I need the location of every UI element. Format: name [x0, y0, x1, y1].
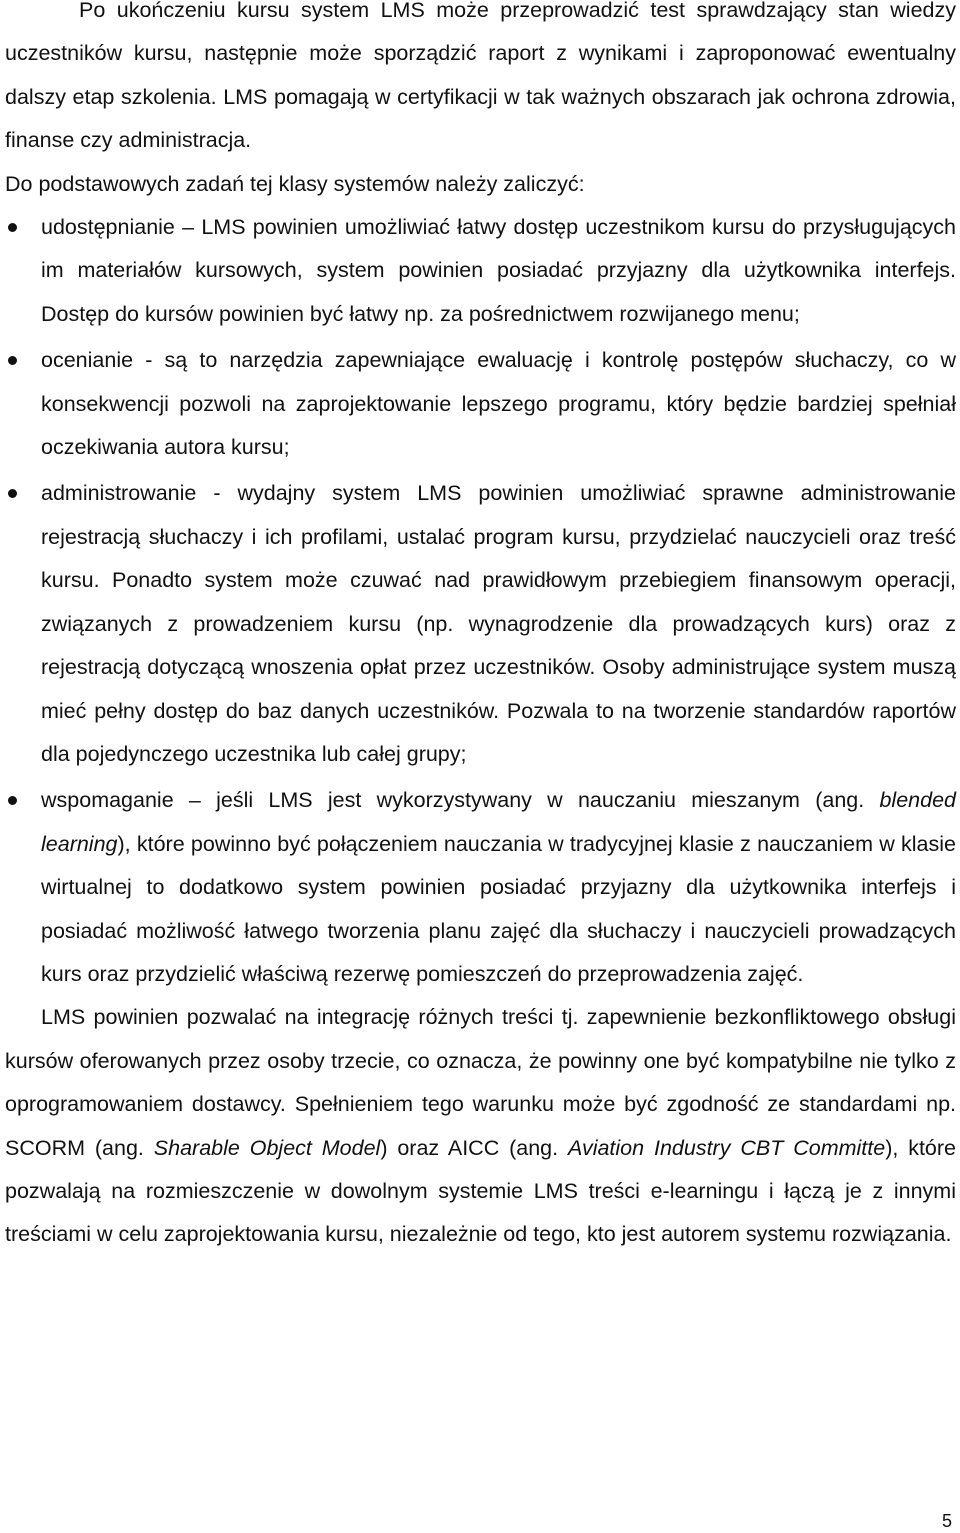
- italic-term: blended learning: [41, 788, 956, 856]
- lead-paragraph: Do podstawowych zadań tej klasy systemów należy zaliczyć:: [5, 171, 585, 196]
- closing-text-2: ) oraz AICC (ang.: [380, 1135, 568, 1160]
- list-item-text-after: ), które powinno być połączeniem nauczania w tradycyjnej klasie z nauczaniem w klasie wirtualnej to dodatkowo system powinien posiadać przyjazny dla użytkownika interfejs i posiadać możliwość łatwego tworzenia planu zajęć dla słuchaczy i nauczycieli prowadzących kurs oraz przydzielić właściwą rezerwę pomieszczeń do przeprowadzenia zajęć.: [41, 831, 956, 986]
- list-item-text-before: wspomaganie – jeśli LMS jest wykorzystywany w nauczaniu mieszanym (ang.: [41, 788, 880, 813]
- task-list: [5, 206, 956, 996]
- italic-term: Sharable Object Model: [153, 1135, 381, 1160]
- list-item-text: administrowanie - wydajny system LMS powinien umożliwiać sprawne administrowanie rejestracją słuchaczy i ich profilami, ustalać program kursu, przydzielać nauczycieli oraz treść kursu. Ponadto system może czuwać nad prawidłowym przebiegiem finansowym operacji, związanych z prowadzeniem kursu (np. wynagrodzenie dla prowadzących kurs) oraz z rejestracją dotyczącą wnoszenia opłat przez uczestników. Osoby administrujące system muszą mieć pełny dostęp do baz danych uczestników. Pozwala to na tworzenie standardów raportów dla pojedynczego uczestnika lub całej grupy;: [41, 481, 956, 766]
- bullet-icon: [8, 356, 17, 365]
- bullet-icon: [8, 489, 17, 498]
- list-item: [5, 206, 956, 336]
- page-number: 5: [941, 1511, 952, 1531]
- list-item: [5, 472, 956, 776]
- closing-paragraph: [5, 996, 956, 1256]
- list-item-text: udostępnianie – LMS powinien umożliwiać łatwy dostęp uczestnikom kursu do przysługujących im materiałów kursowych, system powinien posiadać przyjazny dla użytkownika interfejs. Dostęp do kursów powinien być łatwy np. za pośrednictwem rozwijanego menu;: [41, 215, 956, 326]
- italic-term: Aviation Industry CBT Committe: [568, 1135, 886, 1160]
- closing-text-1: LMS powinien pozwalać na integrację różnych treści tj. zapewnienie bezkonfliktowego obsługi kursów oferowanych przez osoby trzecie, co oznacza, że powinny one być kompatybilne nie tylko z oprogramowaniem dostawcy. Spełnieniem tego warunku może być zgodność ze standardami np. SCORM (ang.: [5, 1005, 956, 1160]
- closing-text-3: ), które pozwalają na rozmieszczenie w dowolnym systemie LMS treści e-learningu i łączą je z innymi treściami w celu zaprojektowania kursu, niezależnie od tego, kto jest autorem systemu rozwiązania.: [5, 1135, 957, 1247]
- bullet-icon: [8, 796, 17, 805]
- list-item: [5, 779, 956, 996]
- bullet-icon: [8, 223, 17, 232]
- list-item: [5, 339, 956, 469]
- list-item-text: ocenianie - są to narzędzia zapewniające ewaluację i kontrolę postępów słuchaczy, co w konsekwencji pozwoli na zaprojektowanie lepszego programu, który będzie bardziej spełniał oczekiwania autora kursu;: [41, 348, 956, 460]
- intro-paragraph: Po ukończeniu kursu system LMS może przeprowadzić test sprawdzający stan wiedzy uczestników kursu, następnie może sporządzić raport z wynikami i zaproponować ewentualny dalszy etap szkolenia. LMS pomagają w certyfikacji w tak ważnych obszarach jak ochrona zdrowia, finanse czy administracja.: [5, 0, 956, 153]
- document-page: [5, 0, 956, 1257]
